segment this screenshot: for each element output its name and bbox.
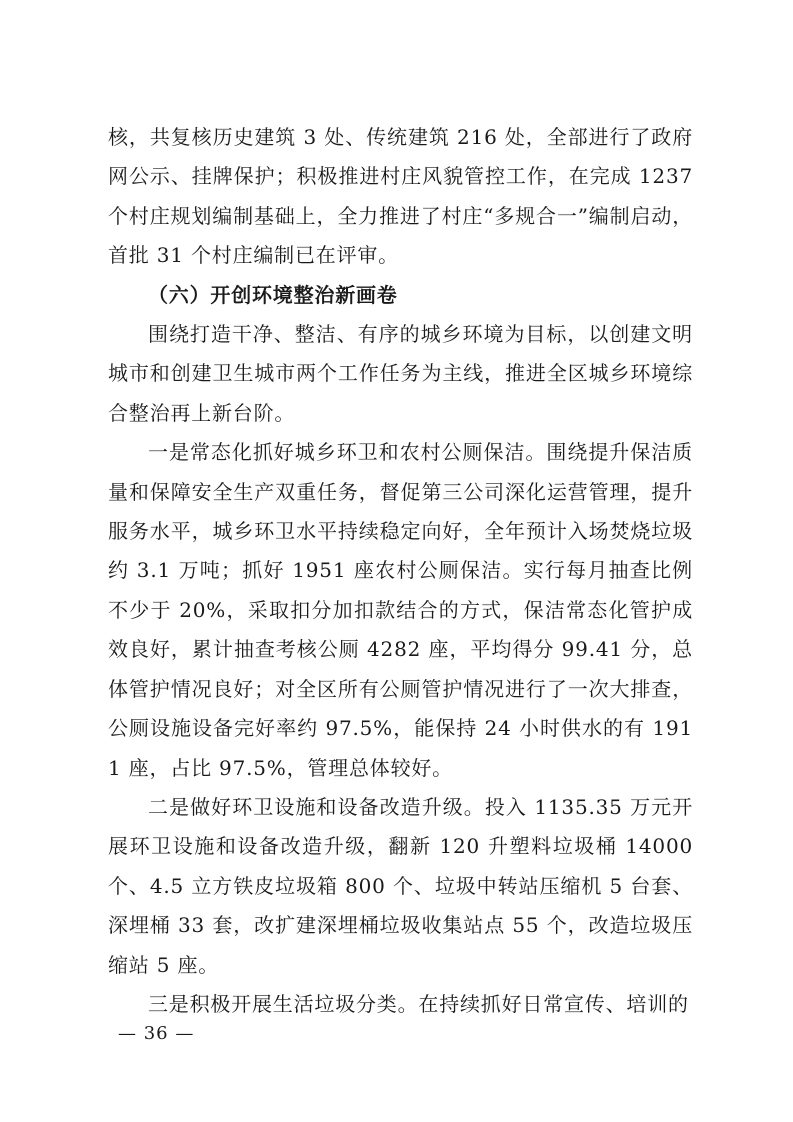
paragraph-item-1: 一是常态化抓好城乡环卫和农村公厕保洁。围绕提升保洁质量和保障安全生产双重任务，督促第三公司深化运营管理，提升服务水平，城乡环卫水平持续稳定向好，全年预计入场焚烧垃圾约 3.1 万吨；抓好 1951 座农村公厕保洁。实行每月抽查比例不少于 20%，采取扣分加扣款结合的方式，保洁常态化管护成效良好，累计抽查考核公厕 4282 座，平均得分 99.41 分，总体管护情况良好；对全区所有公厕管护情况进行了一次大排查，公厕设施设备完好率约 97.5%，能保持 24 小时供水的有 1911 座，占比 97.5%，管理总体较好。 (108, 440, 693, 780)
paragraph-intro: 围绕打造干净、整洁、有序的城乡环境为目标，以创建文明城市和创建卫生城市两个工作任务为主线，推进全区城乡环境综合整治再上新台阶。 (108, 322, 693, 425)
paragraph-continuation: 核，共复核历史建筑 3 处、传统建筑 216 处，全部进行了政府网公示、挂牌保护；积极推进村庄风貌管控工作，在完成 1237 个村庄规划编制基础上，全力推进了村庄“多规合一”编制启动，首批 31 个村庄编制已在评审。 (108, 125, 693, 268)
paragraph-item-2: 二是做好环卫设施和设备改造升级。投入 1135.35 万元开展环卫设施和设备改造升级，翻新 120 升塑料垃圾桶 14000 个、4.5 立方铁皮垃圾箱 800 个、垃圾中转站压缩机 5 台套、深埋桶 33 套，改扩建深埋桶垃圾收集站点 55 个，改造垃圾压缩站 5 座。 (108, 794, 693, 977)
page-number: — 36 — (118, 1023, 195, 1044)
section-heading: （六）开创环境整治新画卷 (148, 282, 398, 307)
page-body (108, 118, 693, 1024)
paragraph-item-3: 三是积极开展生活垃圾分类。在持续抓好日常宣传、培训的 (148, 991, 689, 1016)
